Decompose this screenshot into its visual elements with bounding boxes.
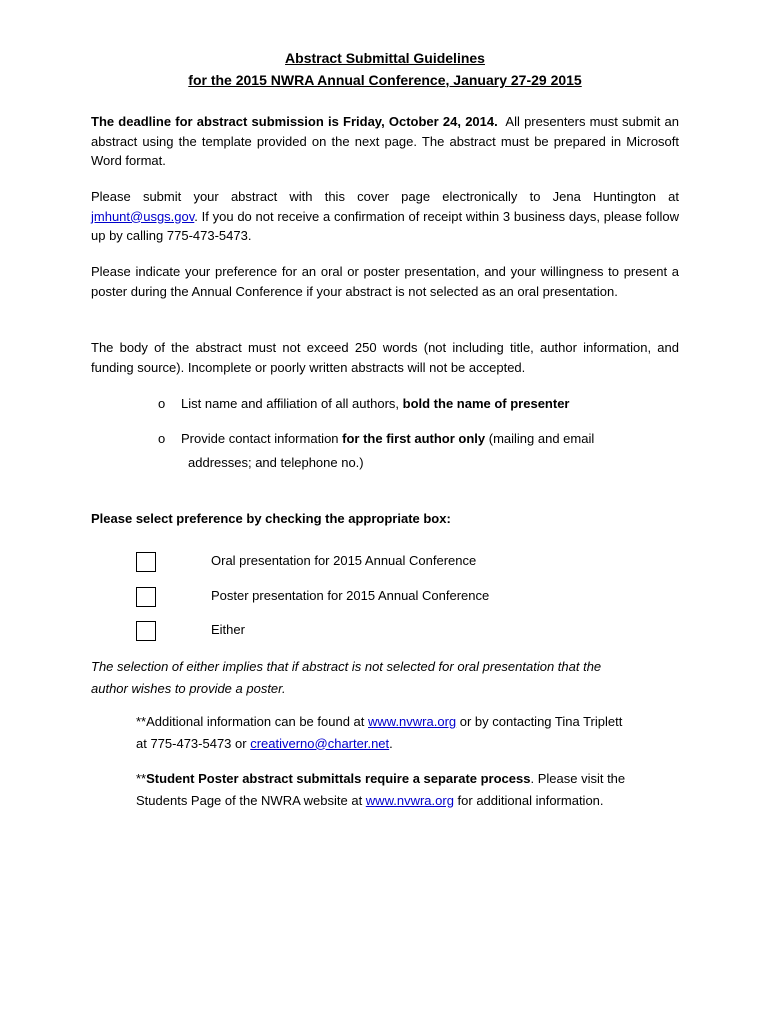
option-either	[136, 621, 556, 643]
bullet-text: List name and affiliation of all authors, bold the name of presenter	[181, 396, 570, 411]
student-poster-info	[136, 768, 696, 811]
submission-followup: . If you do not receive a confirmation of receipt within 3 business days, please follow up by calling 775-473-5473.	[91, 208, 679, 243]
preference-paragraph: Please indicate your preference for an oral or poster presentation, and your willingness to present a poster during the Annual Conference if your abstract is not selected as an oral presentation.	[91, 264, 679, 299]
oral-label: Oral presentation for 2015 Annual Conference	[211, 553, 477, 568]
student-info-line: Students Page of the NWRA website at www.nvwra.org for additional information.	[136, 792, 604, 808]
contact-email-link[interactable]: creativerno@charter.net	[250, 735, 390, 751]
additional-info-line: at 775-473-5473 or creativerno@charter.net.	[136, 735, 393, 751]
page-title: Abstract Submittal Guidelines	[285, 50, 485, 66]
bullet-marker: o	[158, 396, 166, 411]
preference-heading: Please select preference by checking the appropriate box:	[91, 511, 451, 526]
nwra-website-link[interactable]: www.nvwra.org	[368, 714, 457, 729]
students-page-link[interactable]: www.nvwra.org	[365, 792, 454, 808]
either-label: Either	[211, 622, 245, 637]
additional-info-line: **Additional information can be found at www.nvwra.org or by contacting Tina Triplett	[136, 714, 623, 729]
deadline-text: The deadline for abstract submission is Friday, October 24, 2014.	[91, 114, 498, 129]
selection-note-line: The selection of either implies that if abstract is not selected for oral presentation that the	[91, 659, 602, 674]
either-checkbox[interactable]	[136, 621, 156, 641]
poster-checkbox[interactable]	[136, 587, 156, 607]
selection-note	[91, 656, 679, 699]
option-oral	[136, 552, 556, 574]
submission-paragraph	[91, 187, 679, 246]
bullet-text: Provide contact information for the first author only (mailing and email	[181, 431, 595, 446]
poster-label: Poster presentation for 2015 Annual Conference	[211, 588, 490, 603]
deadline-details: All presenters must submit an abstract using the template provided on the next page. The abstract must be prepared in Microsoft Word format.	[91, 114, 680, 168]
word-limit-paragraph: The body of the abstract must not exceed 250 words (not including title, author information, and funding source). Incomplete or poorly written abstracts will not be accepted.	[91, 340, 679, 375]
option-poster	[136, 587, 556, 609]
submission-text: Please submit your abstract with this cover page electronically to Jena Huntington at	[91, 189, 679, 204]
deadline-paragraph	[91, 112, 679, 171]
page-subtitle: for the 2015 NWRA Annual Conference, January 27-29 2015	[188, 72, 582, 88]
email-link[interactable]: jmhunt@usgs.gov	[91, 208, 195, 224]
additional-info	[136, 711, 696, 754]
selection-note-line: author wishes to provide a poster.	[91, 680, 286, 696]
bullet-continuation: addresses; and telephone no.)	[188, 455, 364, 470]
oral-checkbox[interactable]	[136, 552, 156, 572]
bullet-marker: o	[158, 431, 166, 446]
student-info-line: **Student Poster abstract submittals require a separate process. Please visit the	[136, 771, 626, 786]
